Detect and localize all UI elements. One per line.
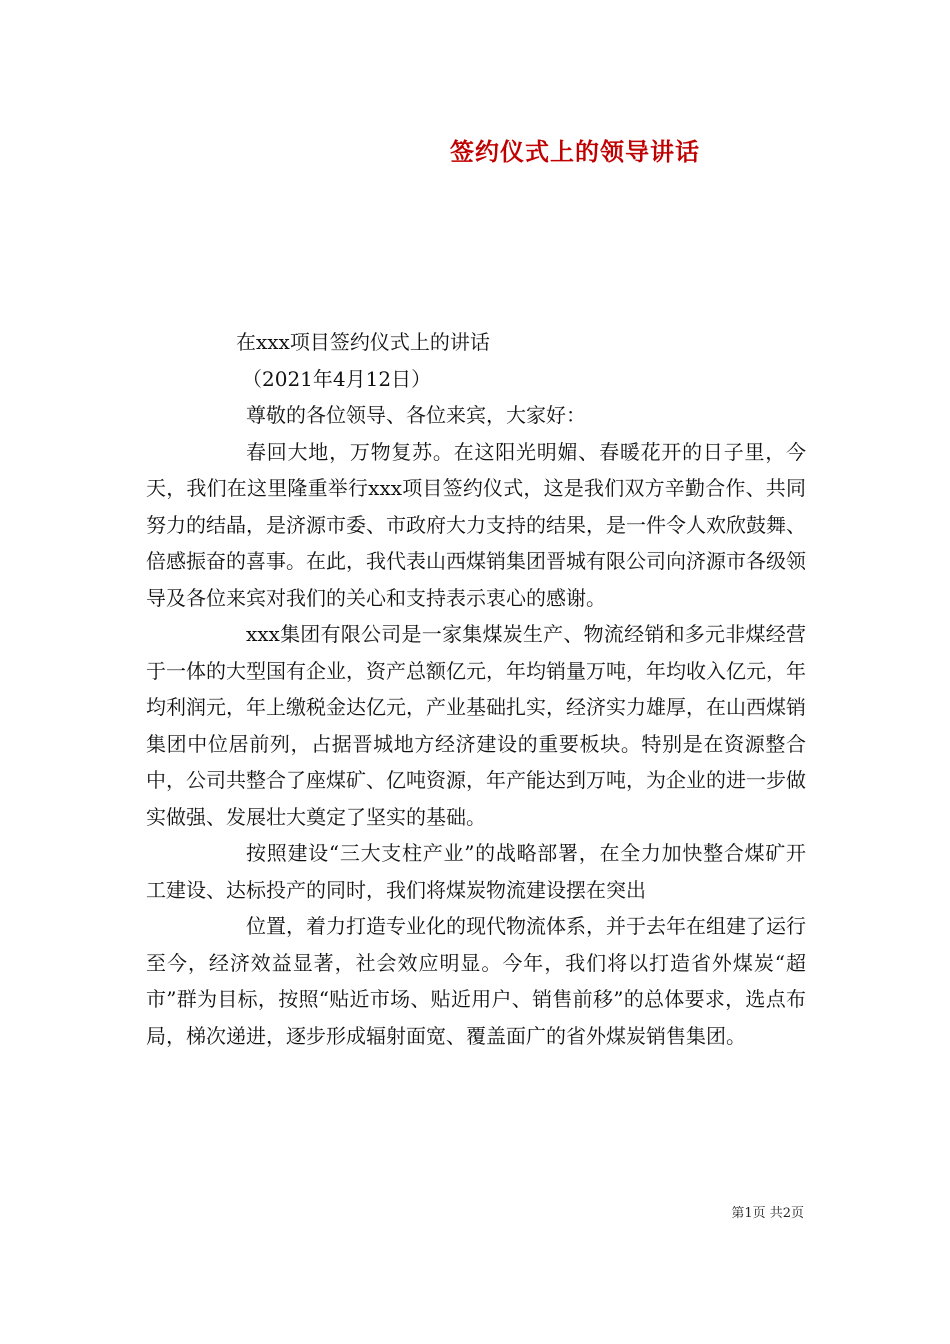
page-indicator: 第1页 共2页: [731, 1206, 804, 1221]
salutation: 尊敬的各位领导、各位来宾，大家好：: [246, 403, 586, 427]
speech-date: （2021年4月12日）: [242, 366, 432, 391]
paragraph-2: xxx集团有限公司是一家集煤炭生产、物流经销和多元非煤经营于一体的大型国有企业，资产总额亿元，年均销量万吨，年均收入亿元，年均利润元，年上缴税金达亿元，产业基础扎实，经济实力雄厚，在山西煤销集团中位居前列，占据晋城地方经济建设的重要板块。特别是在资源整合中，公司共整合了座煤矿、亿吨资源，年产能达到万吨，为企业的进一步做实做强、发展壮大奠定了坚实的基础。: [146, 622, 806, 829]
document-body: [146, 324, 806, 1054]
paragraph-4: 位置，着力打造专业化的现代物流体系，并于去年在组建了运行至今，经济效益显著，社会效应明显。今年，我们将以打造省外煤炭“超市”群为目标，按照“贴近市场、贴近用户、销售前移”的总体要求，选点布局，梯次递进，逐步形成辐射面宽、覆盖面广的省外煤炭销售集团。: [146, 914, 806, 1048]
document-title: 签约仪式上的领导讲话: [450, 138, 700, 166]
paragraph-1: 春回大地，万物复苏。在这阳光明媚、春暖花开的日子里，今天，我们在这里隆重举行xxx项目签约仪式，这是我们双方辛勤合作、共同努力的结晶，是济源市委、市政府大力支持的结果，是一件令人欢欣鼓舞、倍感振奋的喜事。在此，我代表山西煤销集团晋城有限公司向济源市各级领导及各位来宾对我们的关心和支持表示衷心的感谢。: [146, 439, 806, 610]
paragraph-3: 按照建设“三大支柱产业”的战略部署，在全力加快整合煤矿开工建设、达标投产的同时，我们将煤炭物流建设摆在突出: [146, 841, 806, 902]
speech-heading: 在xxx项目签约仪式上的讲话: [236, 330, 490, 354]
